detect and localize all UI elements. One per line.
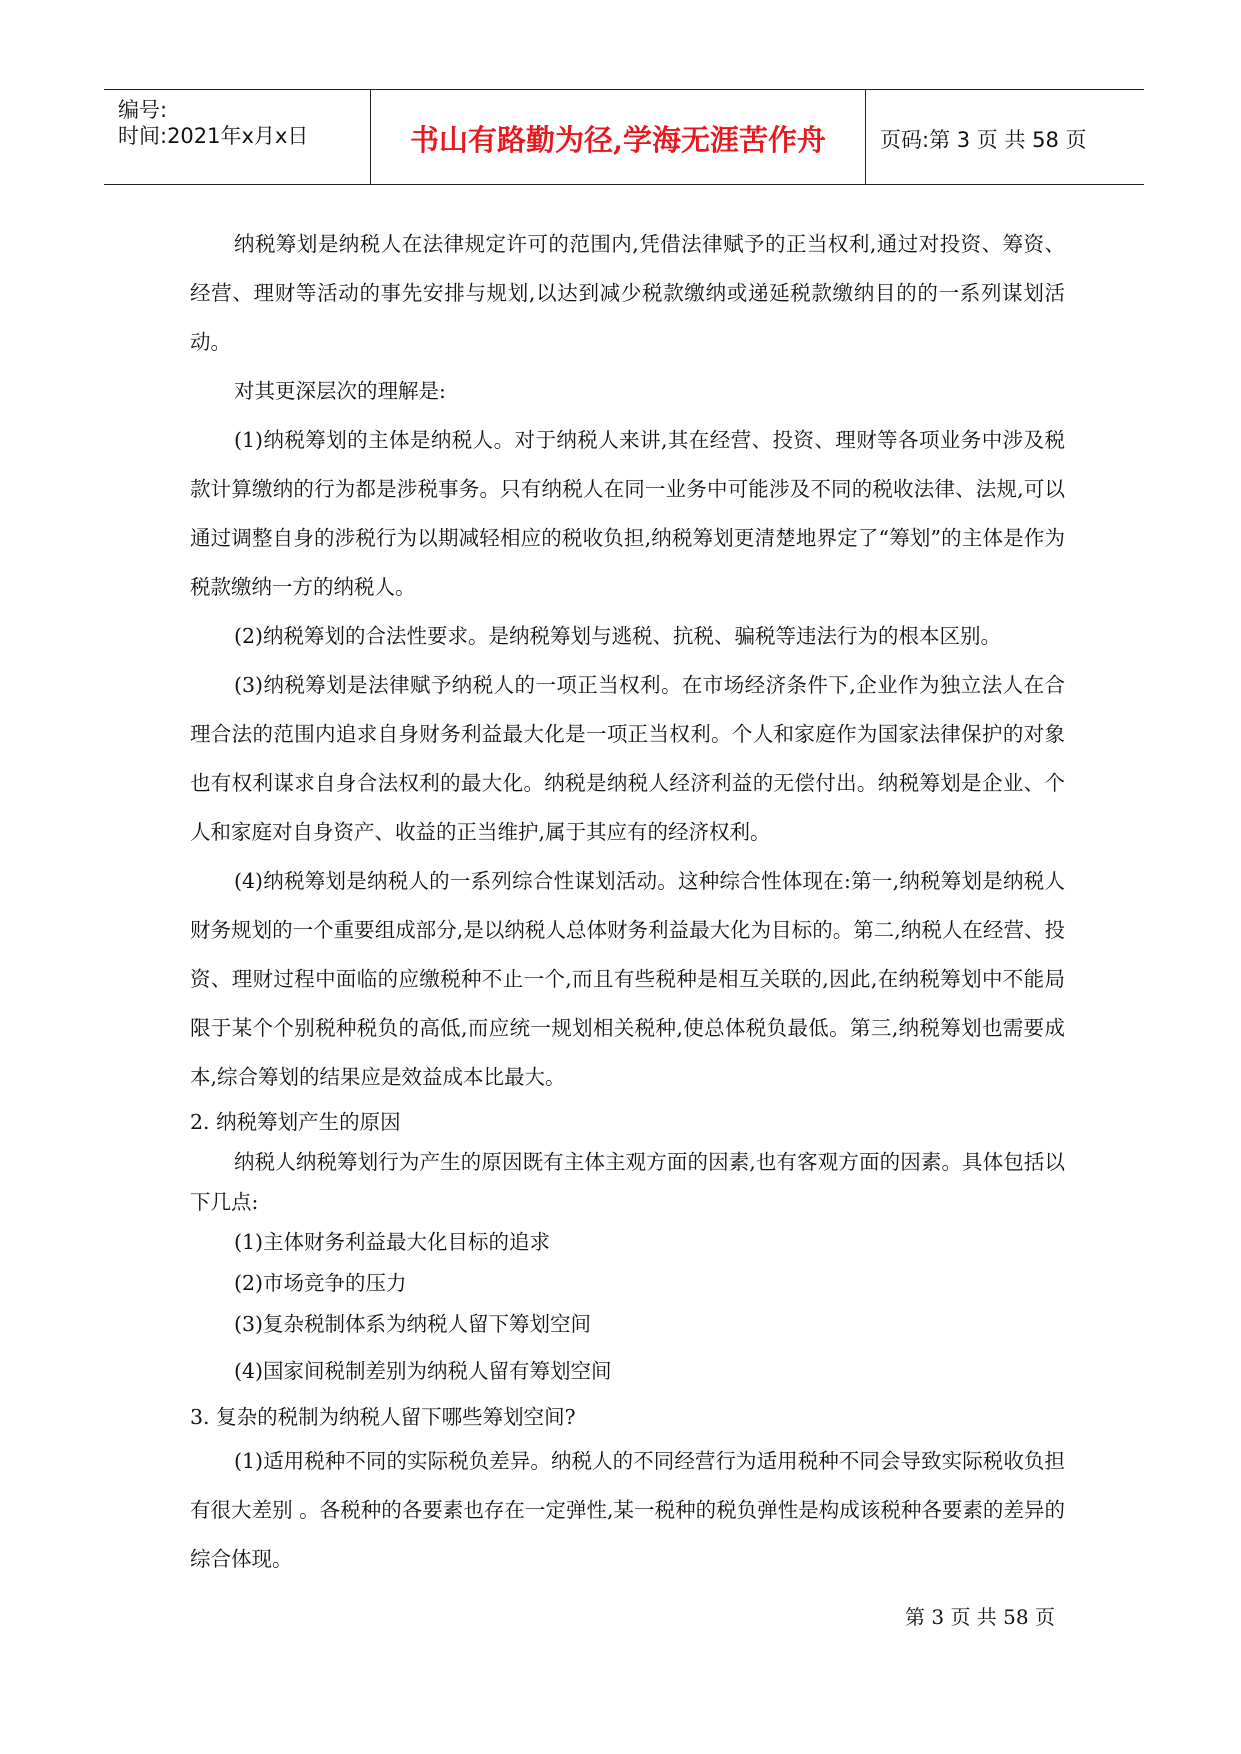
header-info-cell bbox=[104, 90, 371, 184]
paragraph-point-4: (4)纳税筹划是纳税人的一系列综合性谋划活动。这种综合性体现在:第一,纳税筹划是纳税人财务规划的一个重要组成部分,是以纳税人总体财务利益最大化为目标的。第二,纳税人在经营、投资、理财过程中面临的应缴税种不止一个,而且有些税种是相互关联的,因此,在纳税筹划中不能局限于某个个别税种税负的高低,而应统一规划相关税种,使总体税负最低。第三,纳税筹划也需要成本,综合筹划的结果应是效益成本比最大。 bbox=[190, 869, 1065, 1089]
paragraph-intro: 对其更深层次的理解是: bbox=[234, 379, 446, 403]
paragraph-point-3: (3)纳税筹划是法律赋予纳税人的一项正当权利。在市场经济条件下,企业作为独立法人在合理合法的范围内追求自身财务利益最大化是一项正当权利。个人和家庭作为国家法律保护的对象也有权利谋求自身合法权利的最大化。纳税是纳税人经济利益的无偿付出。纳税筹划是企业、个人和家庭对自身资产、收益的正当维护,属于其应有的经济权利。 bbox=[190, 673, 1065, 844]
page-header bbox=[104, 89, 1144, 185]
serial-label: 编号: bbox=[118, 98, 168, 122]
paragraph-point-2: (2)纳税筹划的合法性要求。是纳税筹划与逃税、抗税、骗税等违法行为的根本区别。 bbox=[234, 624, 1002, 648]
page-info: 页码:第 3 页 共 58 页 bbox=[880, 128, 1087, 152]
paragraph-definition: 纳税筹划是纳税人在法律规定许可的范围内,凭借法律赋予的正当权利,通过对投资、筹资、经营、理财等活动的事先安排与规划,以达到减少税款缴纳或递延税款缴纳目的的一系列谋划活动。 bbox=[190, 232, 1065, 354]
list-item: (4)国家间税制差别为纳税人留有筹划空间 bbox=[234, 1359, 612, 1383]
document-body bbox=[190, 220, 1065, 1584]
paragraph-reasons: 纳税人纳税筹划行为产生的原因既有主体主观方面的因素,也有客观方面的因素。具体包括以下几点: bbox=[190, 1150, 1065, 1214]
list-item: (1)主体财务利益最大化目标的追求 bbox=[234, 1230, 551, 1254]
section-heading-2: 2. 纳税筹划产生的原因 bbox=[190, 1110, 401, 1134]
paragraph-tax-difference: (1)适用税种不同的实际税负差异。纳税人的不同经营行为适用税种不同会导致实际税收负担有很大差别 。各税种的各要素也存在一定弹性,某一税种的税负弹性是构成该税种各要素的差异的综合体现。 bbox=[190, 1449, 1065, 1571]
list-item: (2)市场竞争的压力 bbox=[234, 1271, 407, 1295]
motto: 书山有路勤为径,学海无涯苦作舟 bbox=[409, 123, 827, 157]
time-text: 时间:2021年x月x日 bbox=[118, 124, 309, 148]
paragraph-point-1: (1)纳税筹划的主体是纳税人。对于纳税人来讲,其在经营、投资、理财等各项业务中涉及税款计算缴纳的行为都是涉税事务。只有纳税人在同一业务中可能涉及不同的税收法律、法规,可以通过调整自身的涉税行为以期减轻相应的税收负担,纳税筹划更清楚地界定了“筹划”的主体是作为税款缴纳一方的纳税人。 bbox=[190, 428, 1065, 599]
page-footer: 第 3 页 共 58 页 bbox=[905, 1605, 1055, 1629]
header-page-cell bbox=[866, 90, 1144, 184]
header-motto-cell bbox=[371, 90, 866, 184]
list-item: (3)复杂税制体系为纳税人留下筹划空间 bbox=[234, 1312, 592, 1336]
section-heading-3: 3. 复杂的税制为纳税人留下哪些筹划空间? bbox=[190, 1405, 576, 1429]
